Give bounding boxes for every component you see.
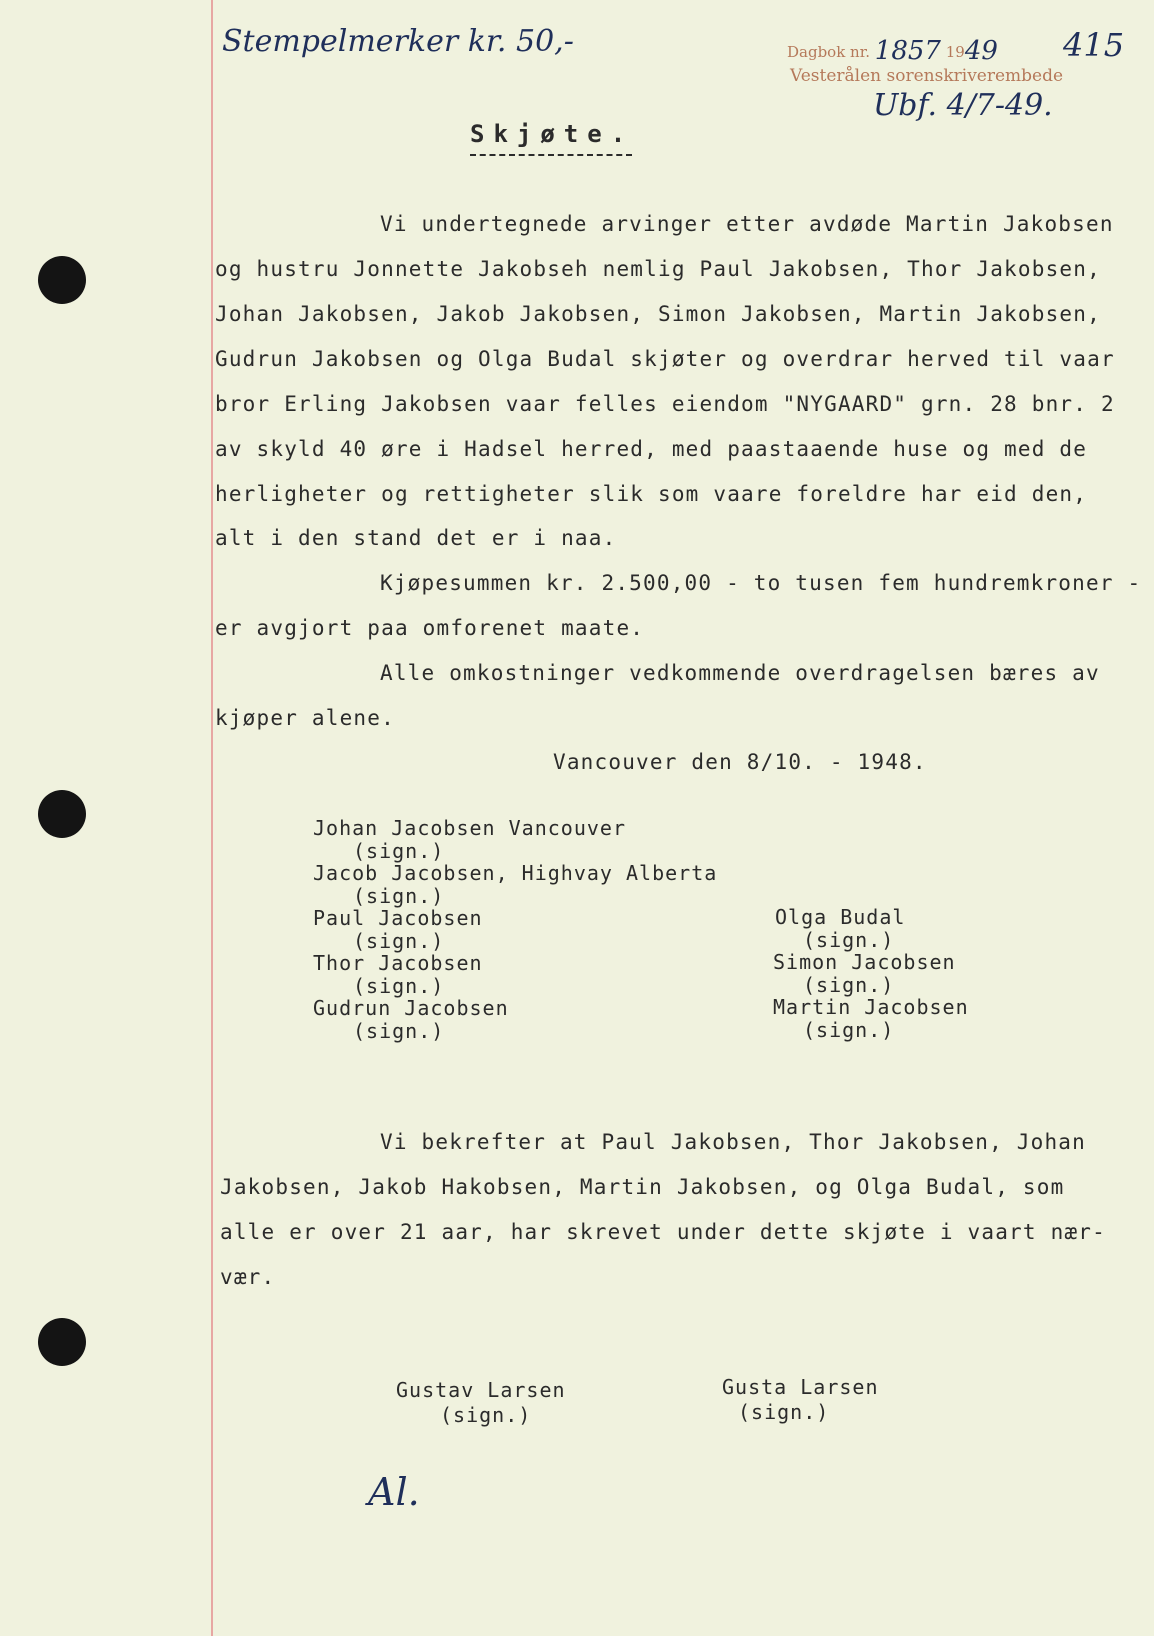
signatory-name: Martin Jacobsen: [773, 995, 969, 1019]
body-line: Alle omkostninger vedkommende overdragelsen bæres av: [380, 661, 1100, 685]
body-line: Kjøpesummen kr. 2.500,00 - to tusen fem hundremkroner -: [380, 571, 1142, 595]
confirmation-line: Vi bekrefter at Paul Jakobsen, Thor Jakobsen, Johan: [380, 1130, 1086, 1154]
year-suffix: 49: [964, 36, 998, 66]
registration-date: Ubf. 4/7-49.: [873, 88, 1053, 123]
margin-line: [211, 0, 213, 1636]
handwritten-initials: Al.: [368, 1470, 420, 1514]
confirmation-line: alle er over 21 aar, har skrevet under dette skjøte i vaart nær-: [220, 1220, 1106, 1244]
punch-hole: [38, 1318, 86, 1366]
confirmation-line: vær.: [220, 1265, 276, 1289]
court-office-stamp: Vesterålen sorenskriverembede: [790, 66, 1064, 86]
signatory-name: Johan Jacobsen Vancouver: [313, 816, 626, 840]
title-underline: [470, 154, 632, 156]
witness-name: Gusta Larsen: [722, 1375, 879, 1399]
signatory-name: Thor Jacobsen: [313, 951, 483, 975]
signature-mark: (sign.): [803, 1018, 895, 1042]
signatory-name: Jacob Jacobsen, Highvay Alberta: [313, 861, 718, 885]
witness-signature-mark: (sign.): [738, 1400, 830, 1424]
witness-signature-mark: (sign.): [440, 1403, 532, 1427]
witness-name: Gustav Larsen: [396, 1378, 566, 1402]
year-prefix: 19: [945, 43, 965, 61]
signature-mark: (sign.): [803, 928, 895, 952]
body-line: herligheter og rettigheter slik som vaare foreldre har eid den,: [215, 482, 1088, 506]
signature-mark: (sign.): [353, 929, 445, 953]
body-line: Vi undertegnede arvinger etter avdøde Martin Jakobsen: [380, 212, 1114, 236]
body-line: bror Erling Jakobsen vaar felles eiendom "NYGAARD" grn. 28 bnr. 2: [215, 392, 1115, 416]
body-line: alt i den stand det er i naa.: [215, 526, 617, 550]
body-line: av skyld 40 øre i Hadsel herred, med paastaaende huse og med de: [215, 437, 1088, 461]
confirmation-line: Jakobsen, Jakob Hakobsen, Martin Jakobsen, og Olga Budal, som: [220, 1175, 1065, 1199]
signature-mark: (sign.): [803, 973, 895, 997]
signatory-name: Paul Jacobsen: [313, 906, 483, 930]
signature-mark: (sign.): [353, 974, 445, 998]
dagbok-stamp: [787, 34, 998, 64]
signatory-name: Gudrun Jacobsen: [313, 996, 509, 1020]
body-line: Gudrun Jakobsen og Olga Budal skjøter og overdrar herved til vaar: [215, 347, 1115, 371]
signature-mark: (sign.): [353, 884, 445, 908]
body-line: kjøper alene.: [215, 706, 395, 730]
punch-hole: [38, 790, 86, 838]
document-title: Skjøte.: [470, 120, 635, 148]
page-number: 415: [1063, 26, 1125, 64]
signature-mark: (sign.): [353, 1019, 445, 1043]
stamp-duty-note: Stempelmerker kr. 50,-: [222, 24, 574, 59]
place-date: Vancouver den 8/10. - 1948.: [553, 750, 927, 774]
body-line: og hustru Jonnette Jakobseh nemlig Paul Jakobsen, Thor Jakobsen,: [215, 257, 1101, 281]
signatory-name: Simon Jacobsen: [773, 950, 956, 974]
signatory-name: Olga Budal: [775, 905, 906, 929]
punch-hole: [38, 256, 86, 304]
dagbok-number: 1857: [874, 36, 941, 66]
body-line: Johan Jakobsen, Jakob Jakobsen, Simon Jakobsen, Martin Jakobsen,: [215, 302, 1101, 326]
dagbok-label: Dagbok nr.: [787, 43, 871, 61]
body-line: er avgjort paa omforenet maate.: [215, 616, 645, 640]
signature-mark: (sign.): [353, 839, 445, 863]
